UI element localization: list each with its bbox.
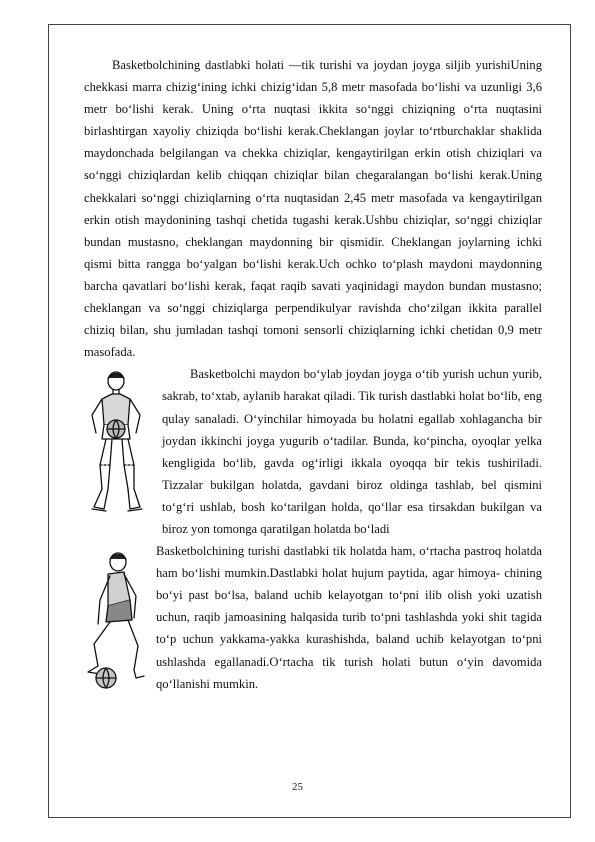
page-number: 25 [292, 781, 303, 793]
paragraph-turish: Basketbolchining turishi dastlabki tik holatda ham, o‘rtacha pastroq holatda ham bo‘lishi mumkin.Dastlabki holat hujum paytida, agar himoya- chining bo‘yi past bo‘lsa, baland uchib kelayotgan to‘pni ilib olish yoki uzatish uchun, raqib jamoasining halqasida turib to‘pni tashlashda yoki shit tagida to‘p uchun yakkama-yakka kurashishda, baland uchib kelayotgan to‘pni ushlashda egallanadi.O‘rtacha tik turish holati butun o‘yin davomida qo‘llanishi mumkin. [156, 544, 542, 691]
player-crouching-illustration [78, 546, 148, 696]
document-body [84, 54, 542, 698]
paragraph-harakat: Basketbolchi maydon bo‘ylab joydan joyga o‘tib yurish uchun yurib, sakrab, to‘xtab, aylanib harakat qiladi. Tik turish dastlabki holat bo‘lib, eng qulay sanaladi. O‘yinchilar himoyada bu holatni egallab xohlagancha bir joydan ikkinchi joyga yugurib o‘tadilar. Bunda, ko‘pincha, oyoqlar yelka kengligida bo‘lib, gavda og‘irligi ikkala oyoqqa bir tekis tushiriladi. Tizzalar bukilgan holatda, gavdani biroz oldinga tashlab, bel qismini to‘g‘ri ushlab, bosh ko‘tarilgan holda, qo‘llar esa tirsakdan bukilgan va biroz yon tomonga qaratilgan holatda bo‘ladi [162, 367, 542, 536]
player-standing-illustration [78, 367, 154, 527]
paragraph-dastlabki-holat: Basketbolchining dastlabki holati —tik turishi va joydan joyga siljib yurishiUning chekkasi marra chizig‘ining ichki chizig‘idan 5,8 metr masofada bo‘lishi va uzunligi 3,6 metr bo‘lishi kerak. Uning o‘rta nuqtasi ikkita so‘nggi chiziqning o‘rta nuqtasini birlashtirgan xayoliy chiziqda bo‘lishi kerak.Cheklangan joylar to‘rtburchaklar shaklida maydonchada belgilangan va chekka chiziqlar, kengaytirilgan erkin otish chiziqlari va so‘nggi chiziqlardan kelib chiqqan chiziqlar bilan chegaralangan bo‘lishi kerak.Uning chekkalari so‘nggi chiziqlarning o‘rta nuqtasidan 2,45 metr masofada va kengaytirilgan erkin otish maydonining tashqi chetida tugashi kerak.Ushbu chiziqlar, so‘nggi chiziqlar bundan mustasno, cheklangan maydonning bir qismidir. Cheklangan joylarning ichki qismi bitta rangga bo‘yalgan bo‘lishi kerak.Uch ochko to‘plash maydoni maydonning barcha qavatlari bo‘lishi kerak, faqat raqib savati yaqinidagi maydon bundan mustasno; cheklangan va so‘nggi chiziqlarga perpendikulyar ravishda cho‘zilgan ikkita parallel chiziq bilan, shu jumladan tashqi tomoni sensorli chiziqlarning ichki chetidan 0,9 metr masofada. [84, 58, 542, 360]
